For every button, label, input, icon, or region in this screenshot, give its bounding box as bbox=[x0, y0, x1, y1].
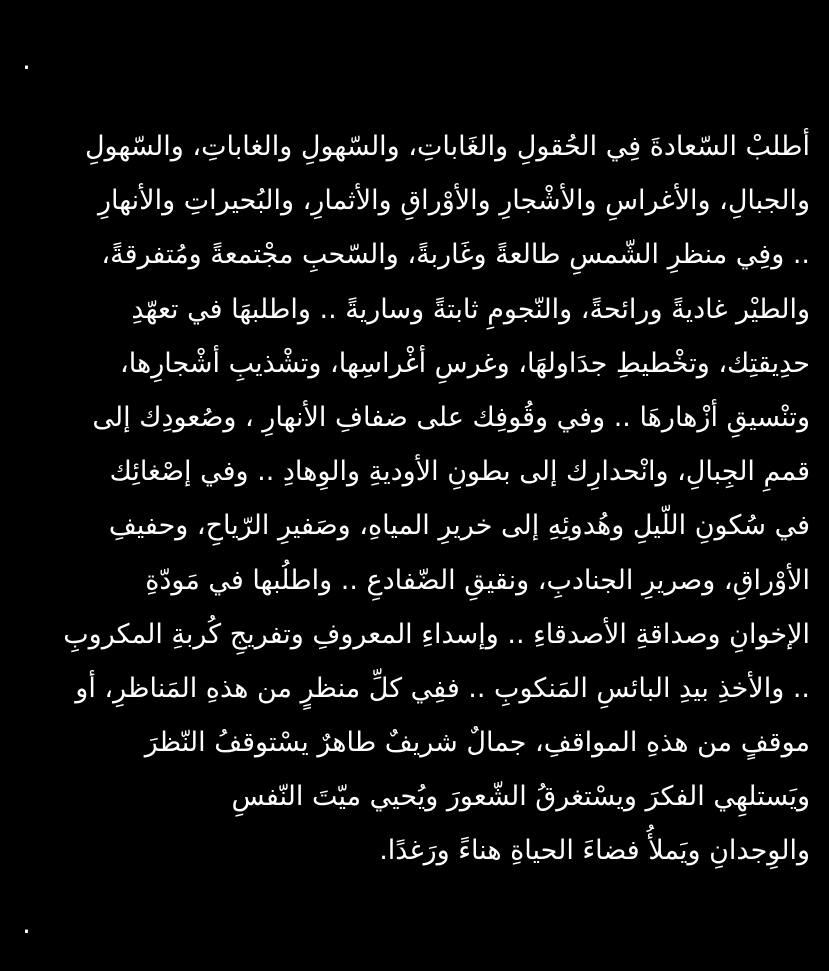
text-line: .. وفِي منظرِ الشّمسِ طالعةً وغَاربةً، والسّحبِ مجْتمعةً ومُتفرقةً، bbox=[101, 239, 810, 271]
text-line: وتنْسيقِ أزْهارهَا .. وفي وقُوفِك على ضفافِ الأنهارِ ، وصُعودِك إلى bbox=[92, 401, 810, 433]
text-line: قممِ الجِبالِ، وانْحدارِك إلى بطونِ الأوديةِ والوِهادِ .. وفي إصْغائِك bbox=[109, 456, 810, 488]
text-line: أطلبْ السّعادةَ فِي الحُقولِ والغَاباتِ، والسّهولِ والغاباتِ، والسّهولِ bbox=[84, 131, 810, 162]
text-line: الأوْراقِ، وصريرِ الجنادبِ، ونقيقِ الضّفادعِ .. واطلُبها في مَودّةِ bbox=[145, 564, 810, 596]
text-line: ويَستلهِي الفكرَ ويسْتغرقُ الشّعورَ ويُحيي ميّتَ النّفسِ bbox=[231, 781, 810, 813]
text-line: في سُكونِ اللّيلِ وهُدوئِهِ إلى خريرِ المياهِ، وصَفيرِ الرّياحِ، وحفيفِ bbox=[108, 510, 810, 542]
text-line: .. والأخذِ بيدِ البائسِ المَنكوبِ .. ففِي كلِّ منظرٍ من هذهِ المَناظرِ، أو bbox=[75, 672, 810, 704]
text-line: والطيْر غاديةً ورائحةً، والنّجومِ ثابتةً وساريةً .. واطلبهَا في تعهّدِ bbox=[131, 293, 810, 325]
text-line: والوِجدانِ ويَملأُ فضاءَ الحياةِ هناءً ورَغدًا. bbox=[379, 835, 810, 867]
text-line: والجبالِ، والأغراسِ والأشْجارِ والأوْراقِ والأثمارِ، والبُحيراتِ والأنهارِ bbox=[97, 185, 810, 217]
bottom-dot-marker: . bbox=[22, 907, 31, 940]
text-line: الإخوانِ وصداقةِ الأصدقاءِ .. وإسداءِ المعروفِ وتفريجِ كُربةِ المكروبِ bbox=[63, 618, 810, 650]
top-dot-marker: . bbox=[22, 43, 31, 76]
arabic-text-block bbox=[18, 120, 810, 879]
text-line: حدِيقتِك، وتخْطيطِ جدَاولهَا، وغرسِ أغْراسِها، وتشْذيبِ أشْجارِها، bbox=[120, 347, 810, 379]
text-line: موقفٍ من هذهِ المواقفِ، جمالٌ شريفٌ طاهرٌ يسْتوقفُ النّظرَ bbox=[144, 727, 810, 759]
